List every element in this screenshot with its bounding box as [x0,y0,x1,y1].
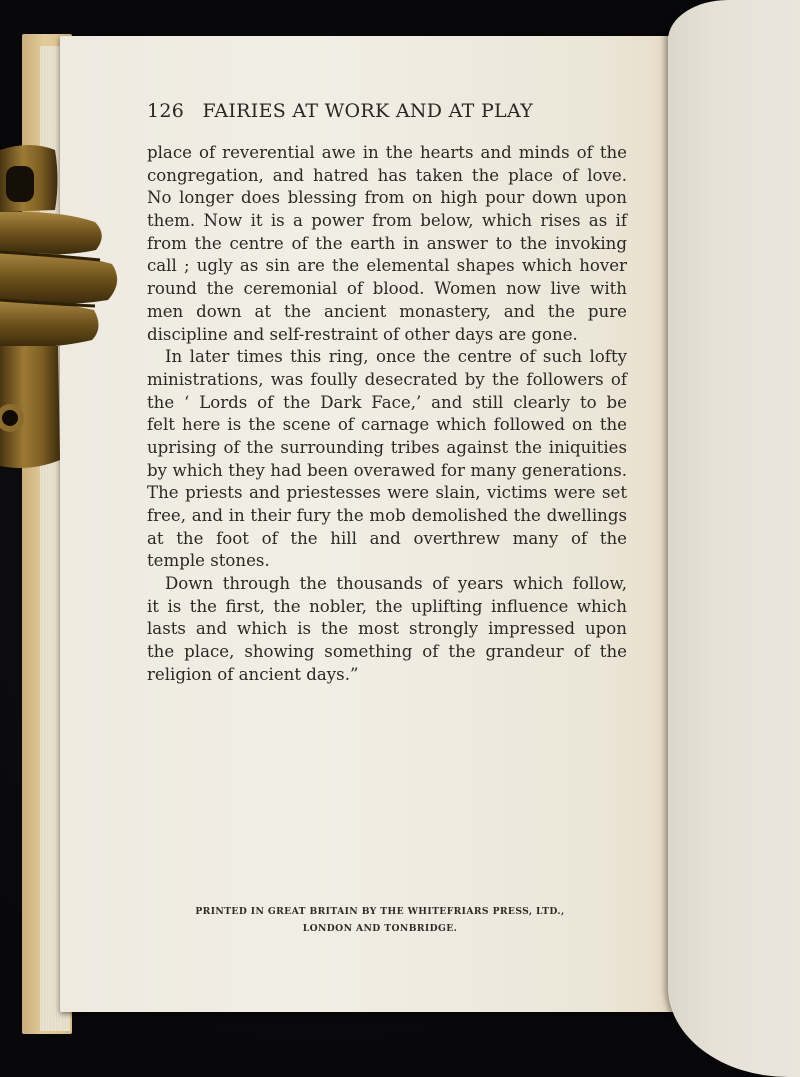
text-line: lasts and which is the most strongly impressed upon [147,619,627,639]
text-line: The priests and priestesses were slain, victims were set [147,483,627,503]
text-line: In later times this ring, once the centre of such lofty [165,347,627,367]
imprint-line-2: LONDON AND TONBRIDGE. [302,923,458,934]
text-line: religion of ancient days.” [147,664,359,684]
facing-page-curl [668,0,800,1077]
text-line: felt here is the scene of carnage which followed on the [147,415,627,435]
text-line: at the foot of the hill and overthrew many of the [147,528,627,548]
text-line: No longer does blessing from on high pour down upon [147,188,627,208]
running-head-title: FAIRIES AT WORK AND AT PLAY [202,100,534,122]
text-line: from the centre of the earth in answer to the invoking [147,233,627,253]
text-line: discipline and self-restraint of other days are gone. [147,324,578,344]
text-line: the place, showing something of the grandeur of the [147,642,627,662]
text-line: it is the first, the nobler, the uplifting influence which [147,596,627,616]
text-line: ministrations, was foully desecrated by the followers of [147,369,627,389]
text-line: call ; ugly as sin are the elemental shapes which hover [147,256,627,276]
text-line: congregation, and hatred has taken the place of love. [147,165,627,185]
text-line: round the ceremonial of blood. Women now live with [147,279,627,299]
text-line: free, and in their fury the mob demolished the dwellings [147,506,627,525]
brass-page-clip-icon [0,140,122,470]
printer-imprint [150,903,610,937]
text-line: men down at the ancient monastery, and the pure [147,301,627,321]
page-number: 126 [147,100,185,122]
text-line: temple stones. [147,551,270,571]
text-line: by which they had been overawed for many generations. [147,460,627,480]
text-line: uprising of the surrounding tribes against the iniquities [147,437,627,457]
imprint-line-1: PRINTED IN GREAT BRITAIN BY THE WHITEFRIARS PRESS, LTD., [195,906,565,917]
running-head [147,100,587,122]
body-text [147,142,627,687]
text-line: Down through the thousands of years which follow, [165,574,627,594]
text-line: them. Now it is a power from below, which rises as if [147,211,627,231]
text-line: the ‘ Lords of the Dark Face,’ and still clearly to be [147,392,627,412]
text-line: place of reverential awe in the hearts and minds of the [147,143,627,162]
